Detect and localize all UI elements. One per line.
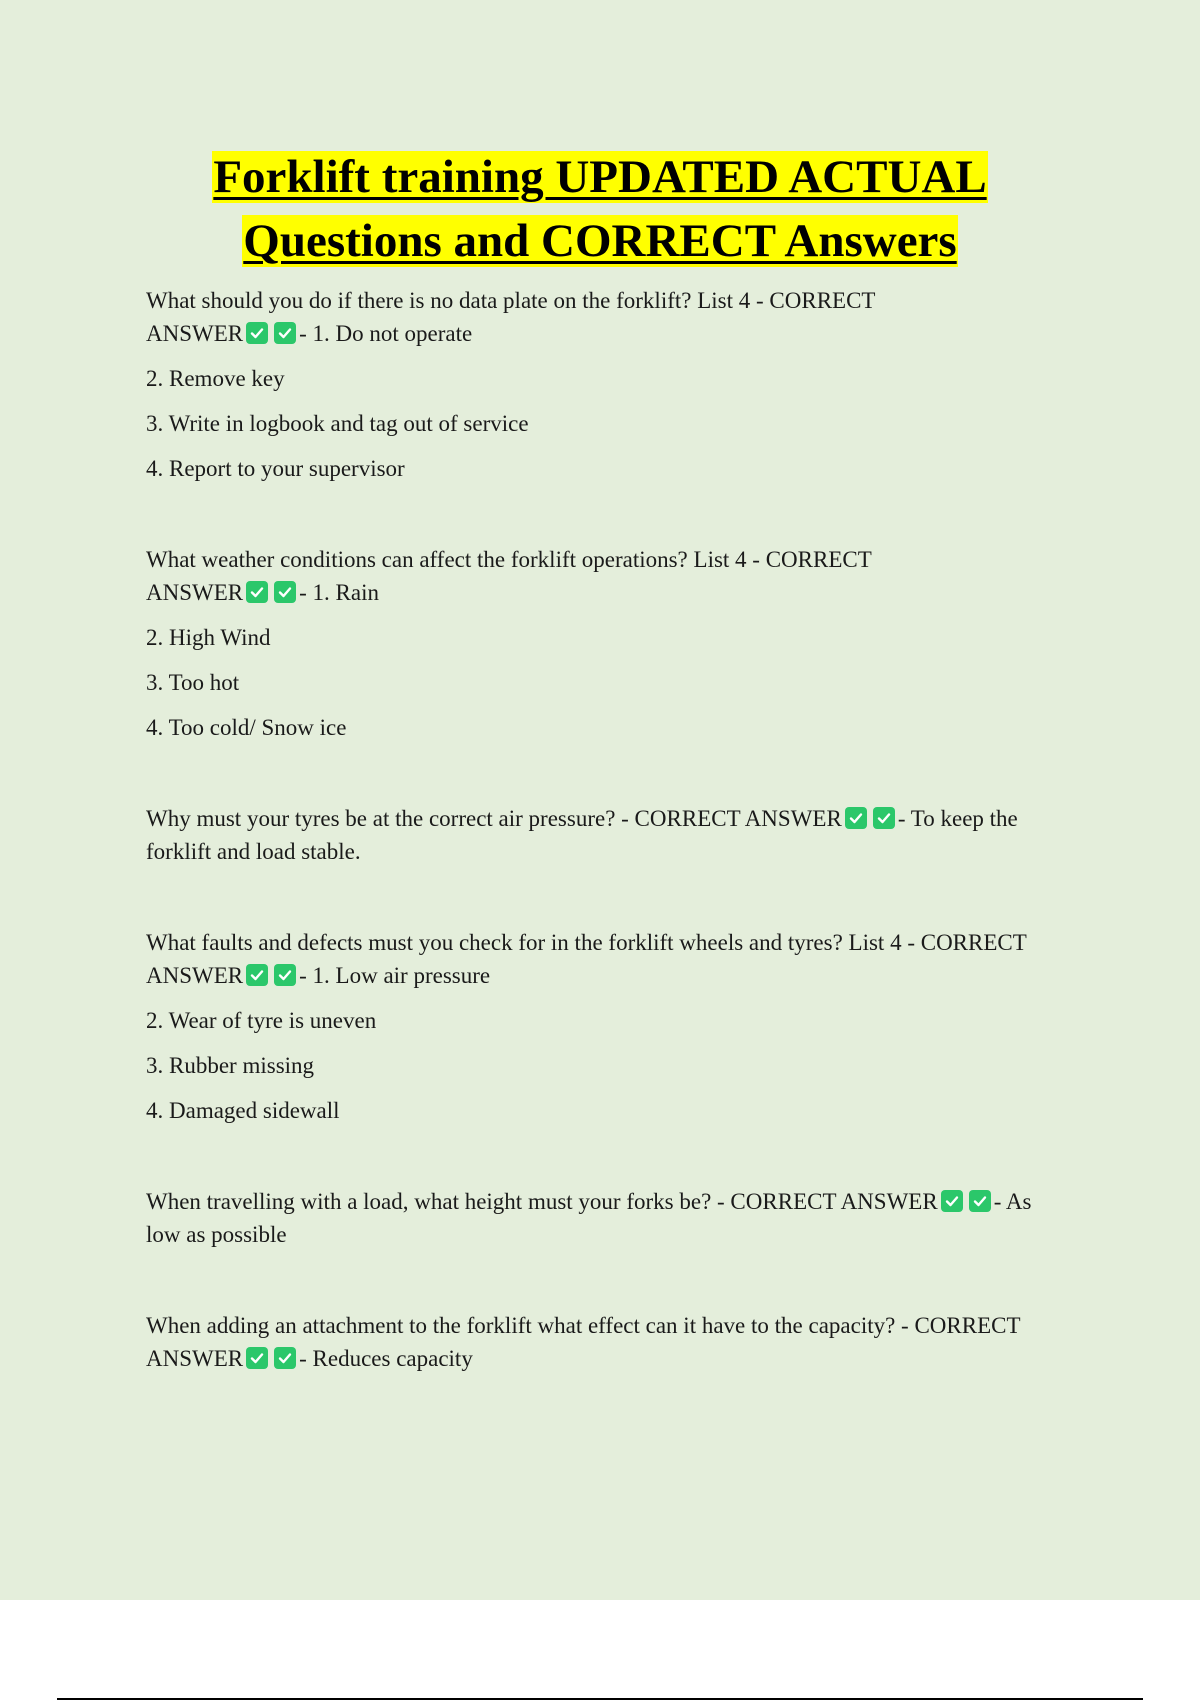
answer-list-item: 2. Wear of tyre is uneven: [146, 1008, 377, 1033]
qa-block: [146, 543, 1091, 744]
check-mark-icon: [274, 581, 296, 603]
qa-block: [146, 1309, 1091, 1375]
document-title: [0, 145, 1200, 273]
check-mark-icon: [941, 1190, 963, 1212]
question-line: What weather conditions can affect the forklift operations? List 4 - CORRECT: [146, 547, 872, 572]
check-mark-icon: [274, 322, 296, 344]
qa-block: [146, 802, 1091, 868]
answer-text: - Reduces capacity: [299, 1346, 473, 1371]
answer-text: - 1. Rain: [299, 580, 379, 605]
answer-list-item: 3. Too hot: [146, 670, 240, 695]
check-mark-icon: [246, 581, 268, 603]
question-text: [146, 926, 1091, 992]
qa-block: [146, 1185, 1091, 1251]
answer-continuation: low as possible: [146, 1222, 287, 1247]
qa-list: [146, 284, 1091, 1433]
answer-text: - 1. Low air pressure: [299, 963, 491, 988]
question-line: ANSWER: [146, 1346, 244, 1371]
answer-list-item: 3. Rubber missing: [146, 1053, 315, 1078]
qa-block: [146, 926, 1091, 1127]
check-mark-icon: [246, 322, 268, 344]
check-mark-icon: [246, 964, 268, 986]
question-text: [146, 284, 1091, 350]
check-mark-icon: [969, 1190, 991, 1212]
question-line: ANSWER: [146, 963, 244, 988]
answer-list-item: 3. Write in logbook and tag out of service: [146, 411, 529, 436]
question-line: What should you do if there is no data plate on the forklift? List 4 - CORRECT: [146, 288, 876, 313]
question-text: [146, 1309, 1091, 1375]
answer-list-item: 2. Remove key: [146, 366, 285, 391]
check-mark-icon: [274, 964, 296, 986]
answer-continuation: forklift and load stable.: [146, 839, 361, 864]
answer-list-item: 4. Damaged sidewall: [146, 1098, 340, 1123]
question-line: Why must your tyres be at the correct air pressure? - CORRECT ANSWER: [146, 806, 842, 831]
check-mark-icon: [845, 807, 867, 829]
question-text: [146, 543, 1091, 609]
answer-list-item: 2. High Wind: [146, 625, 271, 650]
question-line: ANSWER: [146, 580, 244, 605]
question-line: What faults and defects must you check for in the forklift wheels and tyres? List 4 - CORRECT: [146, 930, 1027, 955]
title-line-1: Forklift training UPDATED ACTUAL: [213, 151, 987, 203]
question-line: ANSWER: [146, 321, 244, 346]
check-mark-icon: [274, 1347, 296, 1369]
question-line: When travelling with a load, what height must your forks be? - CORRECT ANSWER: [146, 1189, 938, 1214]
qa-block: [146, 284, 1091, 485]
answer-text: - To keep the: [897, 806, 1018, 831]
question-line: When adding an attachment to the forklift what effect can it have to the capacity? - CORRECT: [146, 1313, 1021, 1338]
answer-list-item: 4. Too cold/ Snow ice: [146, 715, 347, 740]
answer-list-item: 4. Report to your supervisor: [146, 456, 405, 481]
answer-text: - 1. Do not operate: [299, 321, 473, 346]
check-mark-icon: [873, 807, 895, 829]
answer-text: - As: [993, 1189, 1032, 1214]
question-text: [146, 802, 1091, 868]
question-text: [146, 1185, 1091, 1251]
check-mark-icon: [246, 1347, 268, 1369]
title-line-2: Questions and CORRECT Answers: [243, 215, 957, 267]
